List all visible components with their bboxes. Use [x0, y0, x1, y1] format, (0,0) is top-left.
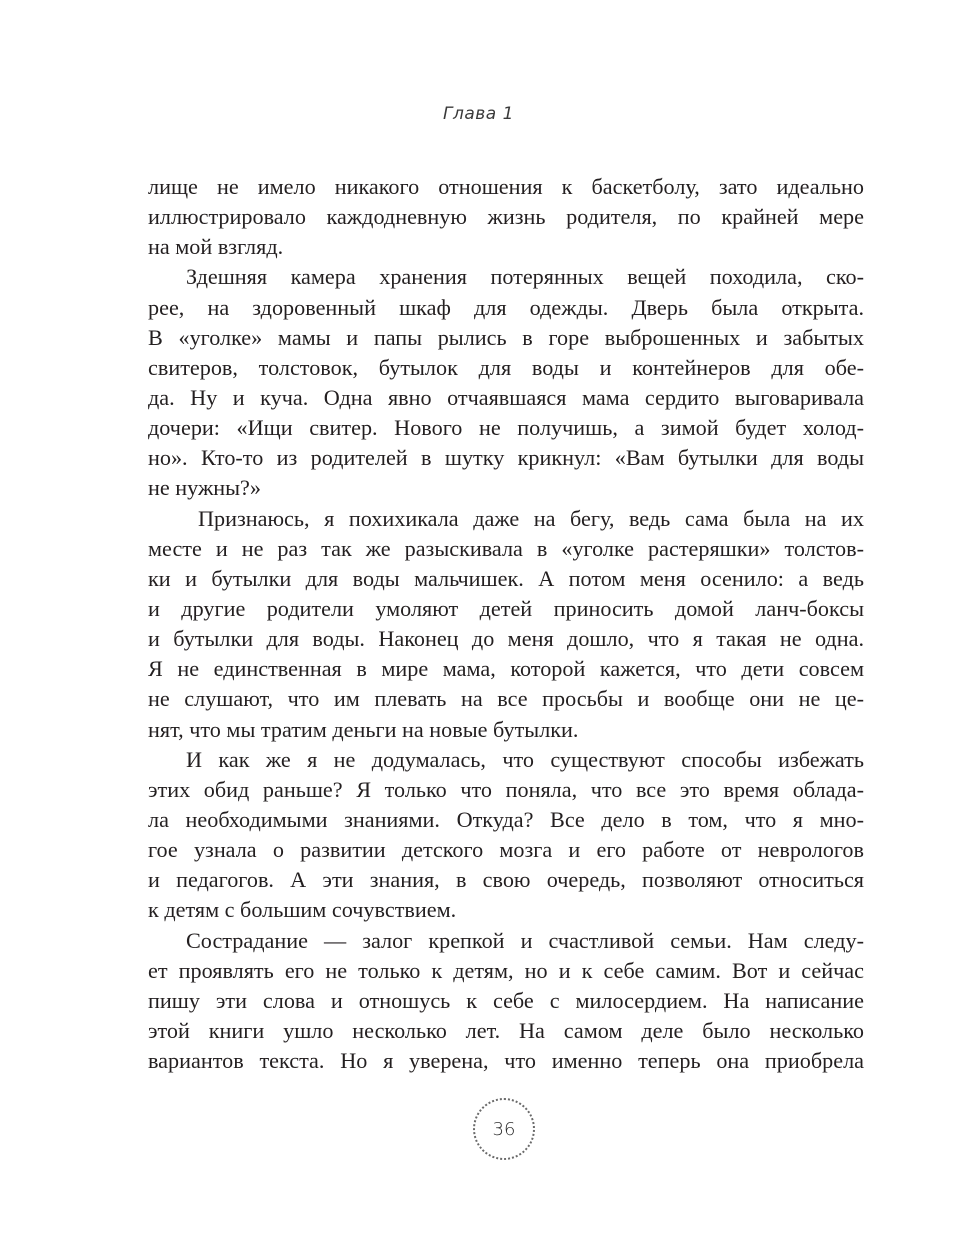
text-line: рее, на здоровенный шкаф для одежды. Дверь была открыта. — [148, 294, 864, 320]
text-line: И как же я не додумалась, что существуют способы избежать — [186, 746, 864, 772]
text-line: ла необходимыми знаниями. Откуда? Все дело в том, что я мно- — [148, 806, 864, 832]
text-line: иллюстрировало каждодневную жизнь родителя, по крайней мере — [148, 204, 864, 230]
paragraph — [148, 926, 864, 1077]
text-line: да. Ну и куча. Одна явно отчаявшаяся мама сердито выговаривала — [148, 384, 864, 410]
page-number-badge — [473, 1098, 535, 1160]
text-line: к детям с большим сочувствием. — [148, 897, 457, 923]
running-head-chapter: Глава 1 — [443, 104, 514, 124]
text-line: вариантов текста. Но я уверена, что именно теперь она приобрела — [148, 1048, 864, 1074]
text-line: и педагогов. А эти знания, в свою очередь, позволяют относиться — [148, 867, 864, 893]
text-line: свитеров, толстовок, бутылок для воды и контейнеров для обе- — [148, 354, 864, 380]
text-line: не нужны?» — [148, 475, 261, 501]
text-line: Признаюсь, я похихикала даже на бегу, ведь сама была на их — [198, 505, 864, 531]
paragraph — [148, 172, 864, 262]
paragraph — [148, 504, 864, 745]
text-line: Здешняя камера хранения потерянных вещей походила, ско- — [186, 264, 864, 290]
text-line: ки и бутылки для воды мальчишек. А потом меня осенило: а ведь — [148, 565, 864, 591]
text-line: ет проявлять его не только к детям, но и к себе самим. Вот и сейчас — [148, 957, 864, 983]
page-number: 36 — [492, 1118, 516, 1140]
text-line: лище не имело никакого отношения к баскетболу, зато идеально — [148, 174, 864, 199]
text-line: нят, что мы тратим деньги на новые бутылки. — [148, 716, 579, 742]
text-line: Я не единственная в мире мама, которой кажется, что дети совсем — [148, 656, 864, 682]
text-line: гое узнала о развитии детского мозга и его работе от неврологов — [148, 837, 864, 863]
text-line: месте и не раз так же разыскивала в «уголке растеряшки» толстов- — [148, 535, 864, 561]
text-line: и другие родители умоляют детей приносить домой ланч-боксы — [148, 595, 864, 621]
paragraph — [148, 262, 864, 503]
text-line: дочери: «Ищи свитер. Нового не получишь, а зимой будет холод- — [148, 415, 864, 441]
text-line: этих обид раньше? Я только что поняла, что все это время облада- — [148, 776, 864, 802]
paragraph — [148, 745, 864, 926]
text-line: этой книги ушло несколько лет. На самом деле было несколько — [148, 1017, 864, 1043]
body-text — [148, 172, 864, 1076]
text-line: пишу эти слова и отношусь к себе с милосердием. На написание — [148, 987, 864, 1013]
text-line: и бутылки для воды. Наконец до меня дошло, что я такая не одна. — [148, 626, 864, 652]
text-line: не слушают, что им плевать на все просьбы и вообще они не це- — [148, 686, 864, 712]
text-line: Сострадание — залог крепкой и счастливой семьи. Нам следу- — [186, 927, 864, 953]
text-line: В «уголке» мамы и папы рылись в горе выброшенных и забытых — [148, 324, 864, 350]
text-line: но». Кто-то из родителей в шутку крикнул: «Вам бутылки для воды — [148, 445, 864, 471]
text-line: на мой взгляд. — [148, 234, 284, 260]
